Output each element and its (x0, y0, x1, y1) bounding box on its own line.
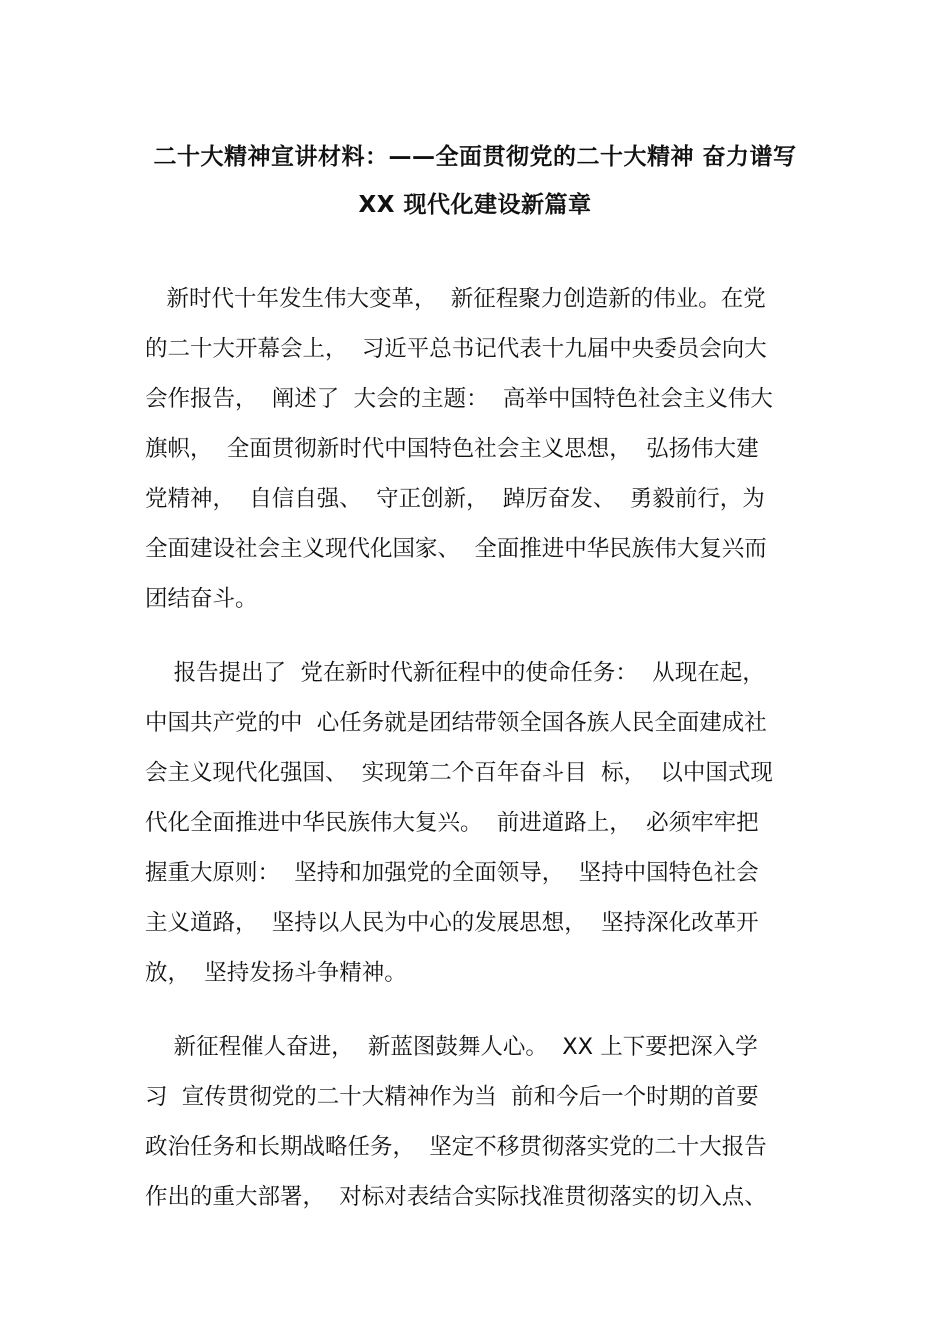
paragraph-2-line-2: 中国共产党的中 心任务就是团结带领全国各族人民全面建成社 (145, 710, 767, 736)
paragraph-1-line-3: 会作报告， 阐述了 大会的主题： 高举中国特色社会主义伟大 (145, 386, 773, 412)
paragraph-3-line-4: 作出的重大部署， 对标对表结合实际找准贯彻落实的切入点、 (145, 1184, 767, 1210)
document-title-line-1: 二十大精神宣讲材料：——全面贯彻党的二十大精神 奋力谱写 (153, 144, 797, 170)
document-title-line-2: XX 现代化建设新篇章 (358, 192, 592, 218)
paragraph-2-line-4: 代化全面推进中华民族伟大复兴。 前进道路上， 必须牢牢把 (145, 810, 759, 836)
paragraph-1-line-1: 新时代十年发生伟大变革， 新征程聚力创造新的伟业。在党 (145, 286, 766, 312)
paragraph-2-line-3: 会主义现代化强国、 实现第二个百年奋斗目 标， 以中国式现 (145, 760, 773, 786)
paragraph-3-line-1: 新征程催人奋进， 新蓝图鼓舞人心。 XX 上下要把深入学 (145, 1034, 758, 1060)
paragraph-3-line-3: 政治任务和长期战略任务， 坚定不移贯彻落实党的二十大报告 (145, 1134, 767, 1160)
paragraph-2-line-5: 握重大原则： 坚持和加强党的全面领导， 坚持中国特色社会 (145, 860, 759, 886)
paragraph-2-line-6: 主义道路， 坚持以人民为中心的发展思想， 坚持深化改革开 (145, 910, 759, 936)
paragraph-2-line-1: 报告提出了 党在新时代新征程中的使命任务： 从现在起， (145, 660, 765, 686)
paragraph-1-line-2: 的二十大开幕会上， 习近平总书记代表十九届中央委员会向大 (145, 336, 767, 362)
paragraph-1-line-6: 全面建设社会主义现代化国家、 全面推进中华民族伟大复兴而 (145, 536, 767, 562)
paragraph-3-line-2: 习 宣传贯彻党的二十大精神作为当 前和今后一个时期的首要 (145, 1084, 759, 1110)
paragraph-1-line-4: 旗帜， 全面贯彻新时代中国特色社会主义思想， 弘扬伟大建 (145, 436, 759, 462)
paragraph-1-line-7: 团结奋斗。 (145, 586, 258, 612)
paragraph-2-line-7: 放， 坚持发扬斗争精神。 (145, 960, 407, 986)
paragraph-1-line-5: 党精神， 自信自强、 守正创新， 踔厉奋发、 勇毅前行，为 (145, 486, 765, 512)
